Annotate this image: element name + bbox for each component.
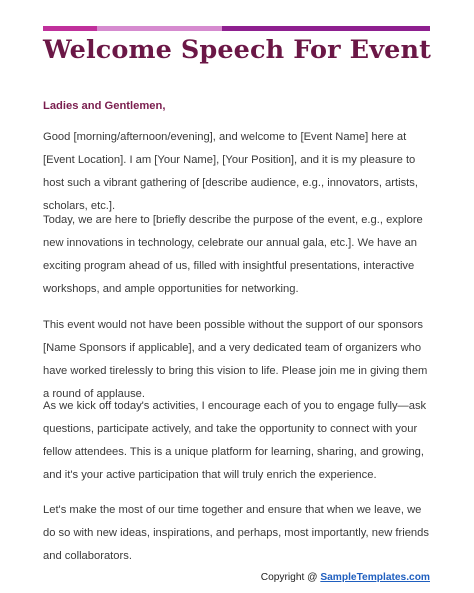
copyright-label: Copyright @ bbox=[260, 572, 321, 583]
top-bar-segment-2 bbox=[97, 26, 222, 31]
salutation: Ladies and Gentlemen, bbox=[43, 100, 166, 112]
top-bar-segment-1 bbox=[43, 26, 97, 31]
page-title: Welcome Speech For Event bbox=[43, 35, 431, 65]
speech-paragraph-3: This event would not have been possible without the support of our sponsors [Name Sponsors if applicable], and a very dedicated team of organizers who have worked tirelessly to bring this vision to life. Please join me in giving them a round of applause. bbox=[43, 319, 428, 401]
speech-paragraph-1: Good [morning/afternoon/evening], and welcome to [Event Name] here at [Event Location]. I am [Your Name], [Your Position], and it is my pleasure to host such a vibrant gathering of [describe audience, e.g., innovators, artists, scholars, etc.]. bbox=[43, 131, 418, 213]
speech-paragraph-4: As we kick off today's activities, I encourage each of you to engage fully—ask questions, participate actively, and take the opportunity to connect with your fellow attendees. This is a unique platform for learning, sharing, and growing, and it's your active participation that will truly enrich the experience. bbox=[43, 400, 427, 482]
sampletemplates-link[interactable]: SampleTemplates.com bbox=[320, 572, 430, 583]
copyright-footer bbox=[261, 571, 430, 585]
decorative-top-bar bbox=[43, 26, 430, 31]
top-bar-segment-3 bbox=[222, 26, 430, 31]
speech-paragraph-5: Let's make the most of our time together and ensure that when we leave, we do so with new ideas, inspirations, and perhaps, most importantly, new friends and collaborators. bbox=[43, 504, 429, 563]
speech-paragraph-2: Today, we are here to [briefly describe the purpose of the event, e.g., explore new innovations in technology, celebrate our annual gala, etc.]. We have an exciting program ahead of us, filled with insightful presentations, interactive workshops, and ample opportunities for networking. bbox=[43, 214, 423, 296]
